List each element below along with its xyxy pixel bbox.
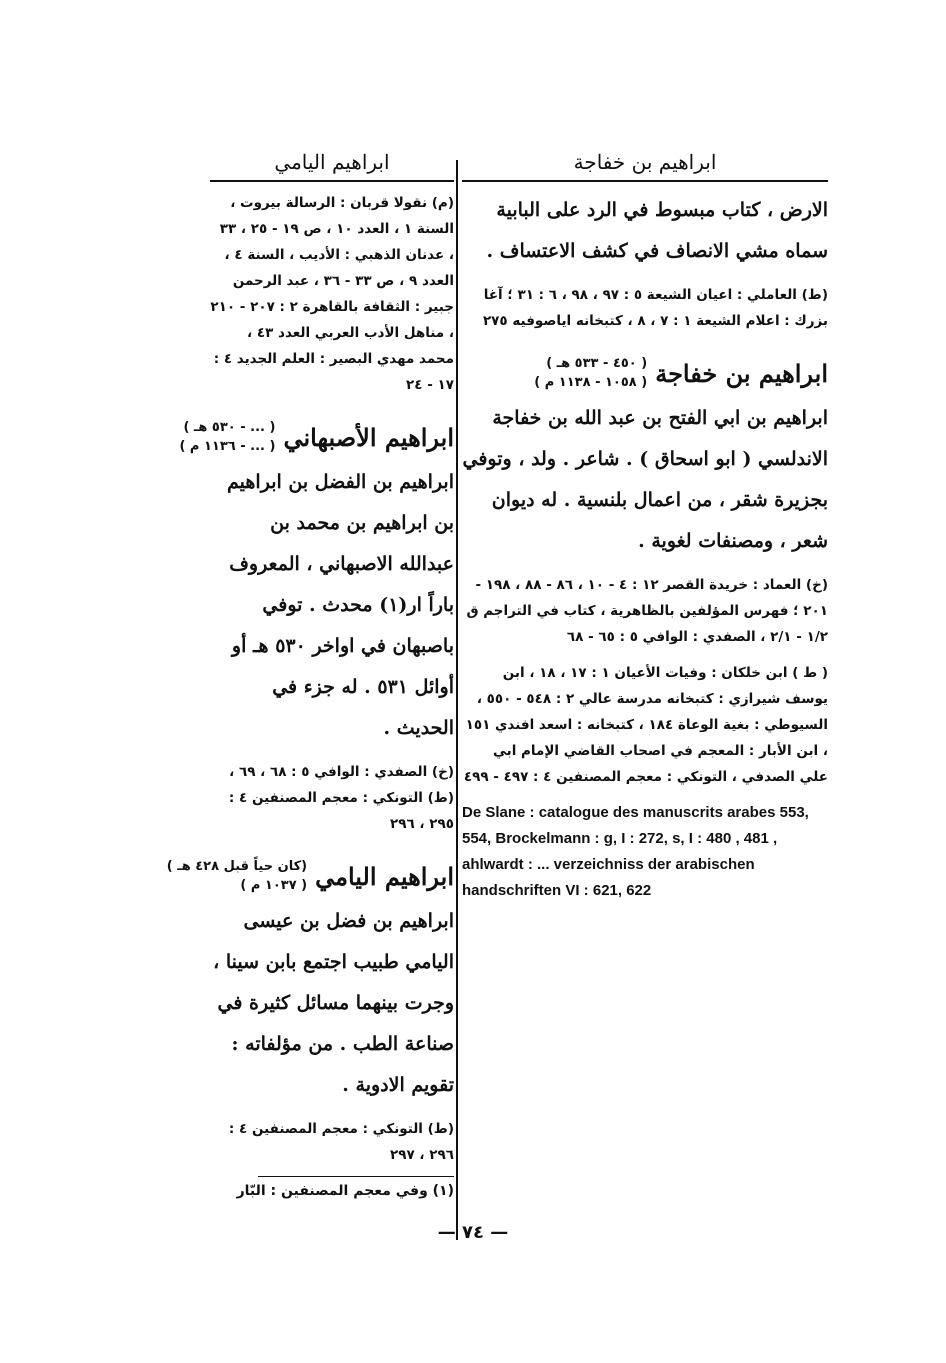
right-column-title: ابراهيم بن خفاجة [462, 150, 828, 182]
left-column-title: ابراهيم اليامي [210, 150, 454, 182]
entry-dates [167, 857, 307, 895]
intro-references: (ط) العاملي : اعيان الشيعة ٥ : ٩٧ ، ٩٨ ، ٦ : ٣١ ؛ آغا بزرك : اعلام الشيعة ١ : ٧ ، ٨ ، كتبخانه اياصوفيه ٢٧٥ [482, 287, 828, 329]
column-divider [456, 160, 458, 1240]
dates-hijri: ( ٤٥٠ - ٥٣٣ هـ ) [546, 356, 648, 371]
entry-name: ابراهيم اليامي [315, 861, 454, 891]
page-number: — ٧٤ — [437, 1222, 509, 1243]
entry-references: (ط) التونكي : معجم المصنفين ٤ : ٢٩٦ ، ٢٩٧ [228, 1121, 454, 1163]
dates-hijri: (كان حياً قبل ٤٢٨ هـ ) [166, 859, 308, 874]
dates-gregorian: ( ... - ١١٣٦ م ) [179, 439, 276, 454]
entry-references-manuscripts: (خ) العماد : خريدة القصر ١٢ : ٤ - ١٠ ، ٨٦ - ٨٨ ، ١٩٨ - ٢٠١ ؛ فهرس المؤلفين بالظاهرية ، كتاب في التراجم ق ١/٢ - ٢/١ ، الصفدي : الوافي ٥ : ٦٥ - ٦٨ [466, 577, 828, 645]
entry-body: ابراهيم بن ابي الفتح بن عبد الله بن خفاجة الاندلسي ( ابو اسحاق ) . شاعر . ولد ، وتوفي بجزيرة شقر ، من اعمال بلنسية . له ديوان شعر ، ومصنفات لغوية . [462, 407, 828, 552]
intro-paragraph: الارض ، كتاب مبسوط في الرد على البابية سماه مشي الانصاف في كشف الاعتساف . [486, 199, 828, 262]
footnote-rule [258, 1176, 454, 1177]
entry-name: ابراهيم الأصبهاني [283, 422, 454, 452]
entry-body: ابراهيم بن فضل بن عيسى اليامي طبيب اجتمع بابن سينا ، وجرت بينهما مسائل كثيرة في صناعة الطب . من مؤلفاته : تقويم الادوية . [213, 910, 454, 1096]
footnote: (١) وفي معجم المصنفين : البّار [236, 1183, 454, 1199]
entry-heading-ibn-khafaja [462, 354, 828, 392]
right-column [462, 150, 828, 904]
entry-references-printed: ( ط ) ابن خلكان : وفيات الأعيان ١ : ١٧ ، ١٨ ، ابن يوسف شيرازي : كتبخانه مدرسة عالي ٢ : ٥٤٨ - ٥٥٠ ، السيوطي : بغية الوعاة ١٨٤ ، كتبخانه : اسعد افندي ١٥١ ، ابن الأبار : المعجم في اصحاب القاضي الإمام ابي علي الصدفي ، التونكي : معجم المصنفين ٤ : ٤٩٧ - ٤٩٩ [463, 665, 828, 785]
entry-dates [534, 354, 647, 392]
dates-gregorian: ( ١٠٥٨ - ١١٣٨ م ) [534, 375, 648, 390]
intro-references: (م) نقولا قربان : الرسالة بيروت ، السنة ١ ، العدد ١٠ ، ص ١٩ - ٢٥ ، ٣٣ ، عدنان الذهبي : الأديب ، السنة ٤ ، العدد ٩ ، ص ٣٣ - ٣٦ ، عبد الرحمن جبير : الثقافة بالقاهرة ٢ : ٢٠٧ - ٢١٠ ، مناهل الأدب العربي العدد ٤٣ ، محمد مهدي البصير : العلم الجديد ٤ : ١٧ - ٢٤ [210, 195, 454, 393]
entry-references: (خ) الصفدي : الوافي ٥ : ٦٨ ، ٦٩ ، (ط) التونكي : معجم المصنفين ٤ : ٢٩٥ ، ٢٩٦ [228, 764, 454, 832]
entry-name: ابراهيم بن خفاجة [655, 358, 828, 388]
entry-dates [179, 418, 275, 456]
entry-body: ابراهيم بن الفضل بن ابراهيم بن ابراهيم بن محمد بن عبدالله الاصبهاني ، المعروف باراً ار(١) محدث . توفي باصبهان في اواخر ٥٣٠ هـ أو أوائل ٥٣١ . له جزء في الحديث . [227, 471, 454, 739]
dates-gregorian: ( ١٠٣٧ م ) [240, 878, 308, 893]
left-column [166, 150, 454, 1199]
latin-references: De Slane : catalogue des manuscrits arabes 553, 554, Brockelmann : g, I : 272, s, I : 480 , 481 , ahlwardt : ... verzeichniss der arabischen handschriften VI : 621, 622 [462, 804, 809, 899]
dates-hijri: ( ... - ٥٣٠ هـ ) [183, 420, 276, 435]
entry-heading-isbahani [179, 418, 454, 456]
entry-heading-yami [166, 857, 454, 895]
